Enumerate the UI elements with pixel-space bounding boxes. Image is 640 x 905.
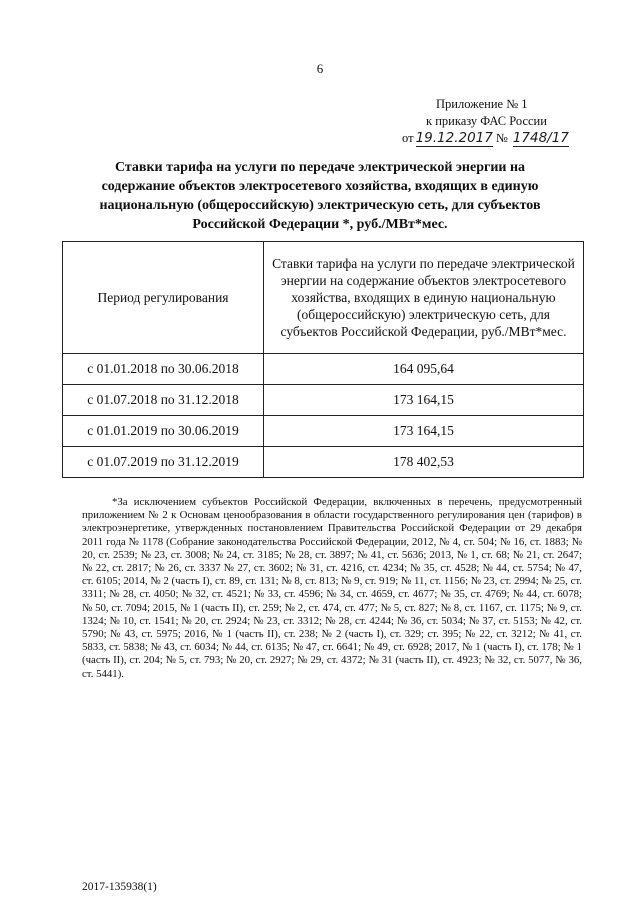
tariff-table <box>62 241 584 478</box>
header-rate: Ставки тарифа на услуги по передаче электрической энергии на содержание объектов электросетевого хозяйства, входящих в единую национальную (общероссийскую) электрическую сеть, для субъектов Российской Федерации, руб./МВт*мес. <box>264 242 584 354</box>
period-cell: с 01.07.2018 по 31.12.2018 <box>63 385 264 416</box>
footnote <box>82 496 582 681</box>
period-cell: с 01.07.2019 по 31.12.2019 <box>63 447 264 478</box>
rate-cell: 178 402,53 <box>264 447 584 478</box>
period-cell: с 01.01.2018 по 30.06.2018 <box>63 354 264 385</box>
order-prefix: от <box>402 131 414 145</box>
appendix-order-ref: к приказу ФАС России <box>426 114 547 128</box>
table-row <box>63 447 584 478</box>
footnote-text: *За исключением субъектов Российской Федерации, включенных в перечень, предусмотренный приложением № 2 к Основам ценообразования в области государственного регулирования цен (тарифов) в электроэнергетике, утвержденных постановлением Правительства Российской Федерации от 29 декабря 2011 года № 1178 (Собрание законодательства Российской Федерации, 2012, № 4, ст. 504; № 16, ст. 1883; № 20, ст. 2539; № 23, ст. 3008; № 24, ст. 3185; № 28, ст. 3897; № 41, ст. 5636; 2013, № 1, ст. 68; № 21, ст. 2647; № 22, ст. 2817; № 26, ст. 3337 № 27, ст. 3602; № 31, ст. 4216, ст. 4234; № 35, ст. 4528; № 44, ст. 5754; № 47, ст. 6105; 2014, № 2 (часть I), ст. 89, ст. 131; № 8, ст. 813; № 9, ст. 919; № 11, ст. 1156; № 23, ст. 2994; № 25, ст. 3311; № 28, ст. 4050; № 32, ст. 4521; № 33, ст. 4596; № 34, ст. 4659, ст. 4677; № 35, ст. 4769; № 44, ст. 6078; № 50, ст. 7094; 2015, № 1 (часть II), ст. 259; № 2, ст. 474, ст. 477; № 5, ст. 827; № 8, ст. 1167, ст. 1175; № 9, ст. 1324; № 10, ст. 1541; № 20, ст. 2924; № 23, ст. 3312; № 28, ст. 4244; № 36, ст. 5034; № 37, ст. 5153; № 42, ст. 5790; № 43, ст. 5975; 2016, № 1 (часть II), ст. 238; № 2 (часть I), ст. 329; ст. 395; № 22, ст. 3212; № 41, ст. 5833, ст. 5838; № 43, ст. 6034; № 44, ст. 6135; № 47, ст. 6641; № 49, ст. 6928; 2017, № 1 (часть I), ст. 178; № 1 (часть II), ст. 204; № 5, ст. 793; № 20, ст. 2927; № 29, ст. 4372; № 31 (часть II), ст. 4923; № 32, ст. 5077, № 36, ст. 5441). <box>82 496 582 680</box>
appendix-label: Приложение № 1 <box>436 97 528 111</box>
order-number-sign: № <box>495 131 508 145</box>
table-row <box>63 354 584 385</box>
header-period: Период регулирования <box>63 242 264 354</box>
table-header-row <box>63 242 584 354</box>
rate-cell: 173 164,15 <box>264 416 584 447</box>
appendix-header <box>402 96 569 147</box>
table-row <box>63 385 584 416</box>
table-row <box>63 416 584 447</box>
order-line <box>402 130 569 147</box>
order-date: 19.12.2017 <box>415 130 493 146</box>
order-number: 1748/17 <box>512 130 569 146</box>
period-cell: с 01.01.2019 по 30.06.2019 <box>63 416 264 447</box>
document-id: 2017-135938(1) <box>82 881 157 893</box>
page-number: 6 <box>316 61 324 76</box>
document-title: Ставки тарифа на услуги по передаче электрической энергии на содержание объектов электросетевого хозяйства, входящих в единую национальную (общероссийскую) электрическую сеть, для субъектов Российской Федерации *, руб./МВт*мес. <box>99 160 541 232</box>
rate-cell: 164 095,64 <box>264 354 584 385</box>
rate-cell: 173 164,15 <box>264 385 584 416</box>
